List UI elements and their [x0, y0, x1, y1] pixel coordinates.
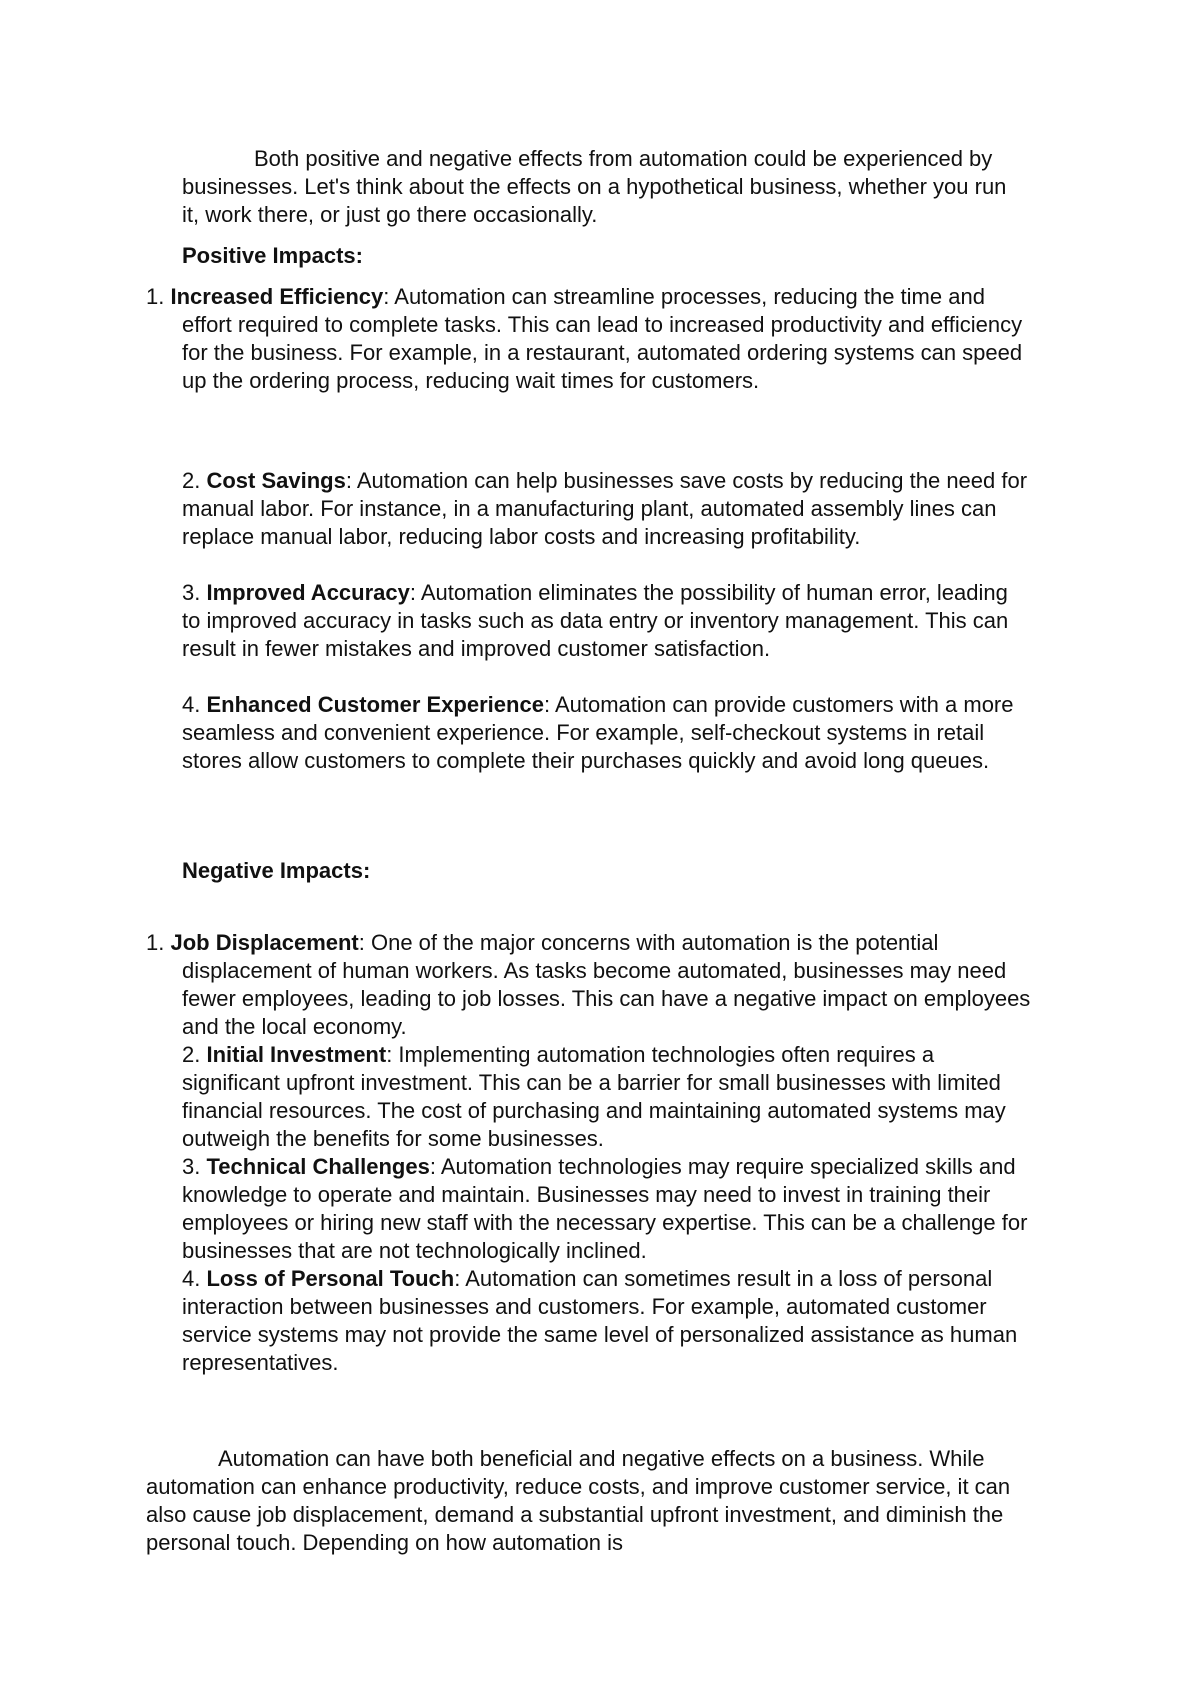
item-number: 1. [146, 284, 165, 309]
negative-item-3 [182, 1153, 1032, 1265]
conclusion-paragraph: Automation can have both beneficial and negative effects on a business. While automation can enhance productivity, reduce costs, and improve customer service, it can also cause job displacement, demand a substantial upfront investment, and diminish the personal touch. Depending on how automation is [146, 1446, 1011, 1555]
item-number: 4. [182, 692, 201, 717]
item-title: Enhanced Customer Experience [206, 692, 544, 717]
item-title: Improved Accuracy [206, 580, 410, 605]
item-text: : Automation can help businesses save costs by reducing the need for manual labor. For instance, in a manufacturing plant, automated assembly lines can replace manual labor, reducing labor costs and increasing profitability. [182, 468, 1028, 549]
positive-impacts-heading: Positive Impacts: [182, 243, 363, 268]
negative-item-2 [182, 1041, 1032, 1153]
item-number: 2. [182, 468, 201, 493]
item-text: : Automation technologies may require specialized skills and knowledge to operate and maintain. Businesses may need to invest in training their employees or hiring new staff with the necessary expertise. This can be a challenge for businesses that are not technologically inclined. [182, 1154, 1028, 1263]
item-number: 3. [182, 1154, 201, 1179]
item-text: : Automation can sometimes result in a loss of personal interaction between businesses and customers. For example, automated customer service systems may not provide the same level of personalized assistance as human representatives. [182, 1266, 1018, 1375]
positive-item-1 [146, 283, 1032, 395]
item-text: : Implementing automation technologies often requires a significant upfront investment. This can be a barrier for small businesses with limited financial resources. The cost of purchasing and maintaining automated systems may outweigh the benefits for some businesses. [182, 1042, 1006, 1151]
item-text: : Automation eliminates the possibility of human error, leading to improved accuracy in tasks such as data entry or inventory management. This can result in fewer mistakes and improved customer satisfaction. [182, 580, 1009, 661]
positive-item-2 [182, 467, 1032, 551]
item-text: : One of the major concerns with automation is the potential displacement of human workers. As tasks become automated, businesses may need fewer employees, leading to job losses. This can have a negative impact on employees and the local economy. [182, 930, 1031, 1039]
item-number: 1. [146, 930, 165, 955]
intro-paragraph: Both positive and negative effects from automation could be experienced by businesses. Let's think about the effects on a hypothetical business, whether you run it, work there, or just go there occasionally. [182, 146, 1007, 227]
item-number: 4. [182, 1266, 201, 1291]
item-title: Technical Challenges [206, 1154, 430, 1179]
item-text: : Automation can streamline processes, reducing the time and effort required to complete tasks. This can lead to increased productivity and efficiency for the business. For example, in a restaurant, automated ordering systems can speed up the ordering process, reducing wait times for customers. [182, 284, 1023, 393]
item-title: Job Displacement [170, 930, 359, 955]
negative-impacts-heading: Negative Impacts: [182, 858, 371, 883]
item-number: 3. [182, 580, 201, 605]
item-title: Loss of Personal Touch [206, 1266, 455, 1291]
positive-item-3 [182, 579, 1032, 663]
negative-item-4 [182, 1265, 1032, 1377]
item-title: Initial Investment [206, 1042, 387, 1067]
item-title: Cost Savings [206, 468, 346, 493]
item-number: 2. [182, 1042, 201, 1067]
item-title: Increased Efficiency [170, 284, 384, 309]
negative-item-1 [146, 929, 1032, 1041]
item-text: : Automation can provide customers with a more seamless and convenient experience. For example, self-checkout systems in retail stores allow customers to complete their purchases quickly and avoid long queues. [182, 692, 1014, 773]
positive-item-4 [182, 691, 1032, 775]
